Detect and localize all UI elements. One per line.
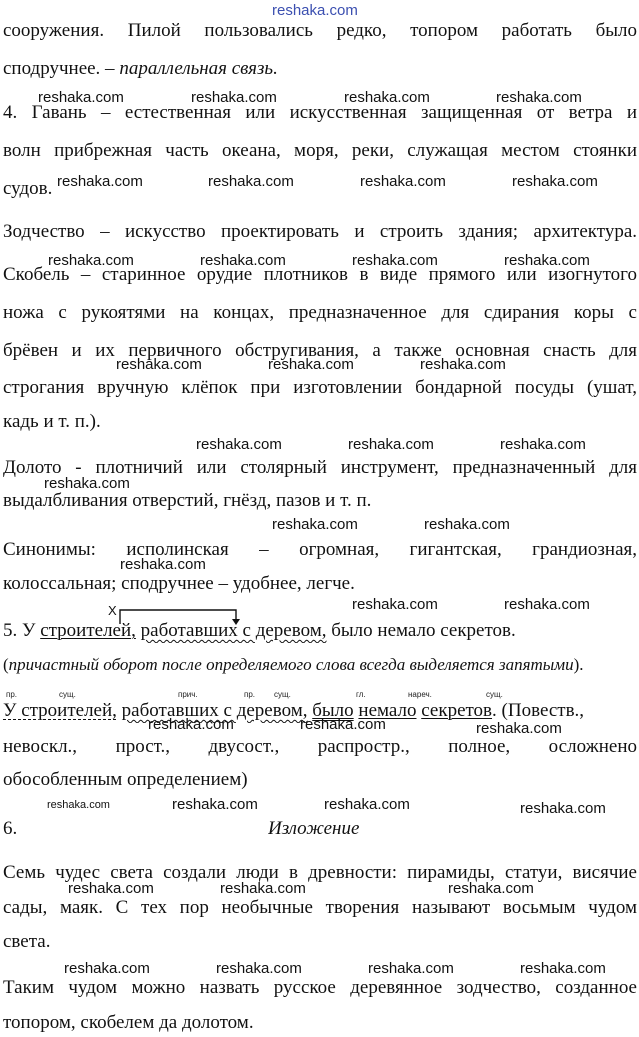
watermark: reshaka.com bbox=[208, 173, 294, 190]
header-watermark: reshaka.com bbox=[272, 2, 358, 19]
watermark: reshaka.com bbox=[48, 252, 134, 269]
watermark: reshaka.com bbox=[352, 252, 438, 269]
watermark: reshaka.com bbox=[496, 89, 582, 106]
watermark: reshaka.com bbox=[44, 475, 130, 492]
text-line: ножа с рукоятями на концах, предназначенное для сдирания коры с bbox=[3, 302, 637, 323]
watermark: reshaka.com bbox=[344, 89, 430, 106]
text-fragment: 5. У bbox=[3, 620, 36, 641]
text-line: Синонимы: исполинская – огромная, гигантская, грандиозная, bbox=[3, 539, 637, 560]
watermark: reshaka.com bbox=[348, 436, 434, 453]
text-line: колоссальная; сподручнее – удобнее, легче. bbox=[3, 573, 355, 594]
text-line: света. bbox=[3, 931, 51, 952]
pos-label: гл. bbox=[356, 690, 366, 699]
watermark: reshaka.com bbox=[148, 716, 234, 733]
watermark: reshaka.com bbox=[272, 516, 358, 533]
adverbial-modifier: У строителей, bbox=[3, 700, 117, 721]
text-line: обособленным определением) bbox=[3, 769, 248, 790]
watermark: reshaka.com bbox=[476, 720, 562, 737]
pos-label: сущ. bbox=[486, 690, 503, 699]
watermark: reshaka.com bbox=[448, 880, 534, 897]
watermark: reshaka.com bbox=[47, 799, 110, 811]
watermark: reshaka.com bbox=[500, 436, 586, 453]
participial-phrase: работавших с деревом, bbox=[121, 700, 308, 721]
pos-label: прич. bbox=[178, 690, 198, 699]
pos-label: пр. bbox=[244, 690, 256, 699]
section-title: Изложение bbox=[268, 818, 360, 839]
defined-word: строителей, bbox=[40, 620, 136, 641]
text-line: выдалбливания отверстий, гнёзд, пазов и т. п. bbox=[3, 490, 372, 511]
watermark: reshaka.com bbox=[268, 356, 354, 373]
watermark: reshaka.com bbox=[360, 173, 446, 190]
watermark: reshaka.com bbox=[368, 960, 454, 977]
watermark: reshaka.com bbox=[120, 556, 206, 573]
watermark: reshaka.com bbox=[520, 960, 606, 977]
text-fragment: было немало секретов. bbox=[331, 620, 516, 641]
watermark: reshaka.com bbox=[352, 596, 438, 613]
subject-part: немало bbox=[358, 700, 417, 721]
text-line: топором, скобелем да долотом. bbox=[3, 1012, 254, 1033]
text-line: невоскл., прост., двусост., распростр., полное, осложнено bbox=[3, 736, 637, 757]
text-fragment: сподручнее. – bbox=[3, 58, 115, 79]
text-line: Семь чудес света создали люди в древности: пирамиды, статуи, висячие bbox=[3, 862, 637, 883]
text-line: Таким чудом можно назвать русское деревянное зодчество, созданное bbox=[3, 977, 637, 998]
watermark: reshaka.com bbox=[220, 880, 306, 897]
watermark: reshaka.com bbox=[116, 356, 202, 373]
watermark: reshaka.com bbox=[216, 960, 302, 977]
text-line: Зодчество – искусство проектировать и строить здания; архитектура. bbox=[3, 221, 637, 242]
watermark: reshaka.com bbox=[504, 252, 590, 269]
watermark: reshaka.com bbox=[57, 173, 143, 190]
pos-label: сущ. bbox=[274, 690, 291, 699]
italic-note: причастный оборот после определяемого слова всегда выделяется запятыми bbox=[8, 655, 574, 674]
watermark: reshaka.com bbox=[504, 596, 590, 613]
text-line: сооружения. Пилой пользовались редко, топором работать было bbox=[3, 20, 637, 41]
participial-phrase: работавших с деревом, bbox=[140, 620, 327, 641]
watermark: reshaka.com bbox=[420, 356, 506, 373]
text-line: Долото - плотничий или столярный инструмент, предназначенный для bbox=[3, 457, 637, 478]
text-line: брёвен и их первичного обстругивания, а также основная снасть для bbox=[3, 340, 637, 361]
watermark: reshaka.com bbox=[324, 796, 410, 813]
scheme-mark: X bbox=[108, 603, 117, 618]
watermark: reshaka.com bbox=[64, 960, 150, 977]
subject: секретов bbox=[421, 700, 493, 721]
watermark: reshaka.com bbox=[520, 800, 606, 817]
watermark: reshaka.com bbox=[512, 173, 598, 190]
section-number: 6. bbox=[3, 818, 18, 839]
pos-label: пр. bbox=[6, 690, 18, 699]
paren: ( bbox=[3, 655, 9, 674]
watermark: reshaka.com bbox=[196, 436, 282, 453]
text-line: сады, маяк. С тех пор необычные творения называют восьмым чудом bbox=[3, 897, 637, 918]
text-line bbox=[3, 57, 637, 81]
text-fragment: . (Повеств., bbox=[492, 700, 585, 721]
watermark: reshaka.com bbox=[424, 516, 510, 533]
watermark: reshaka.com bbox=[68, 880, 154, 897]
text-line: судов. bbox=[3, 178, 53, 199]
text-line: кадь и т. п.). bbox=[3, 411, 101, 432]
predicate: было bbox=[312, 700, 354, 721]
watermark: reshaka.com bbox=[172, 796, 258, 813]
text-line: Скобель – старинное орудие плотников в виде прямого или изогнутого bbox=[3, 264, 637, 285]
text-line bbox=[3, 653, 637, 677]
watermark: reshaka.com bbox=[200, 252, 286, 269]
pos-label: нареч. bbox=[408, 690, 432, 699]
text-line: строгания вручную клёпок при изготовлении бондарной посуды (ушат, bbox=[3, 377, 637, 398]
text-line bbox=[3, 619, 637, 643]
watermark: reshaka.com bbox=[38, 89, 124, 106]
text-line: волн прибрежная часть океана, моря, реки, служащая местом стоянки bbox=[3, 140, 637, 161]
watermark: reshaka.com bbox=[300, 716, 386, 733]
text-line: 4. Гавань – естественная или искусственная защищенная от ветра и bbox=[3, 102, 637, 123]
watermark: reshaka.com bbox=[191, 89, 277, 106]
paren: ). bbox=[573, 655, 584, 674]
pos-label: сущ. bbox=[59, 690, 76, 699]
italic-note: параллельная связь. bbox=[119, 58, 278, 79]
